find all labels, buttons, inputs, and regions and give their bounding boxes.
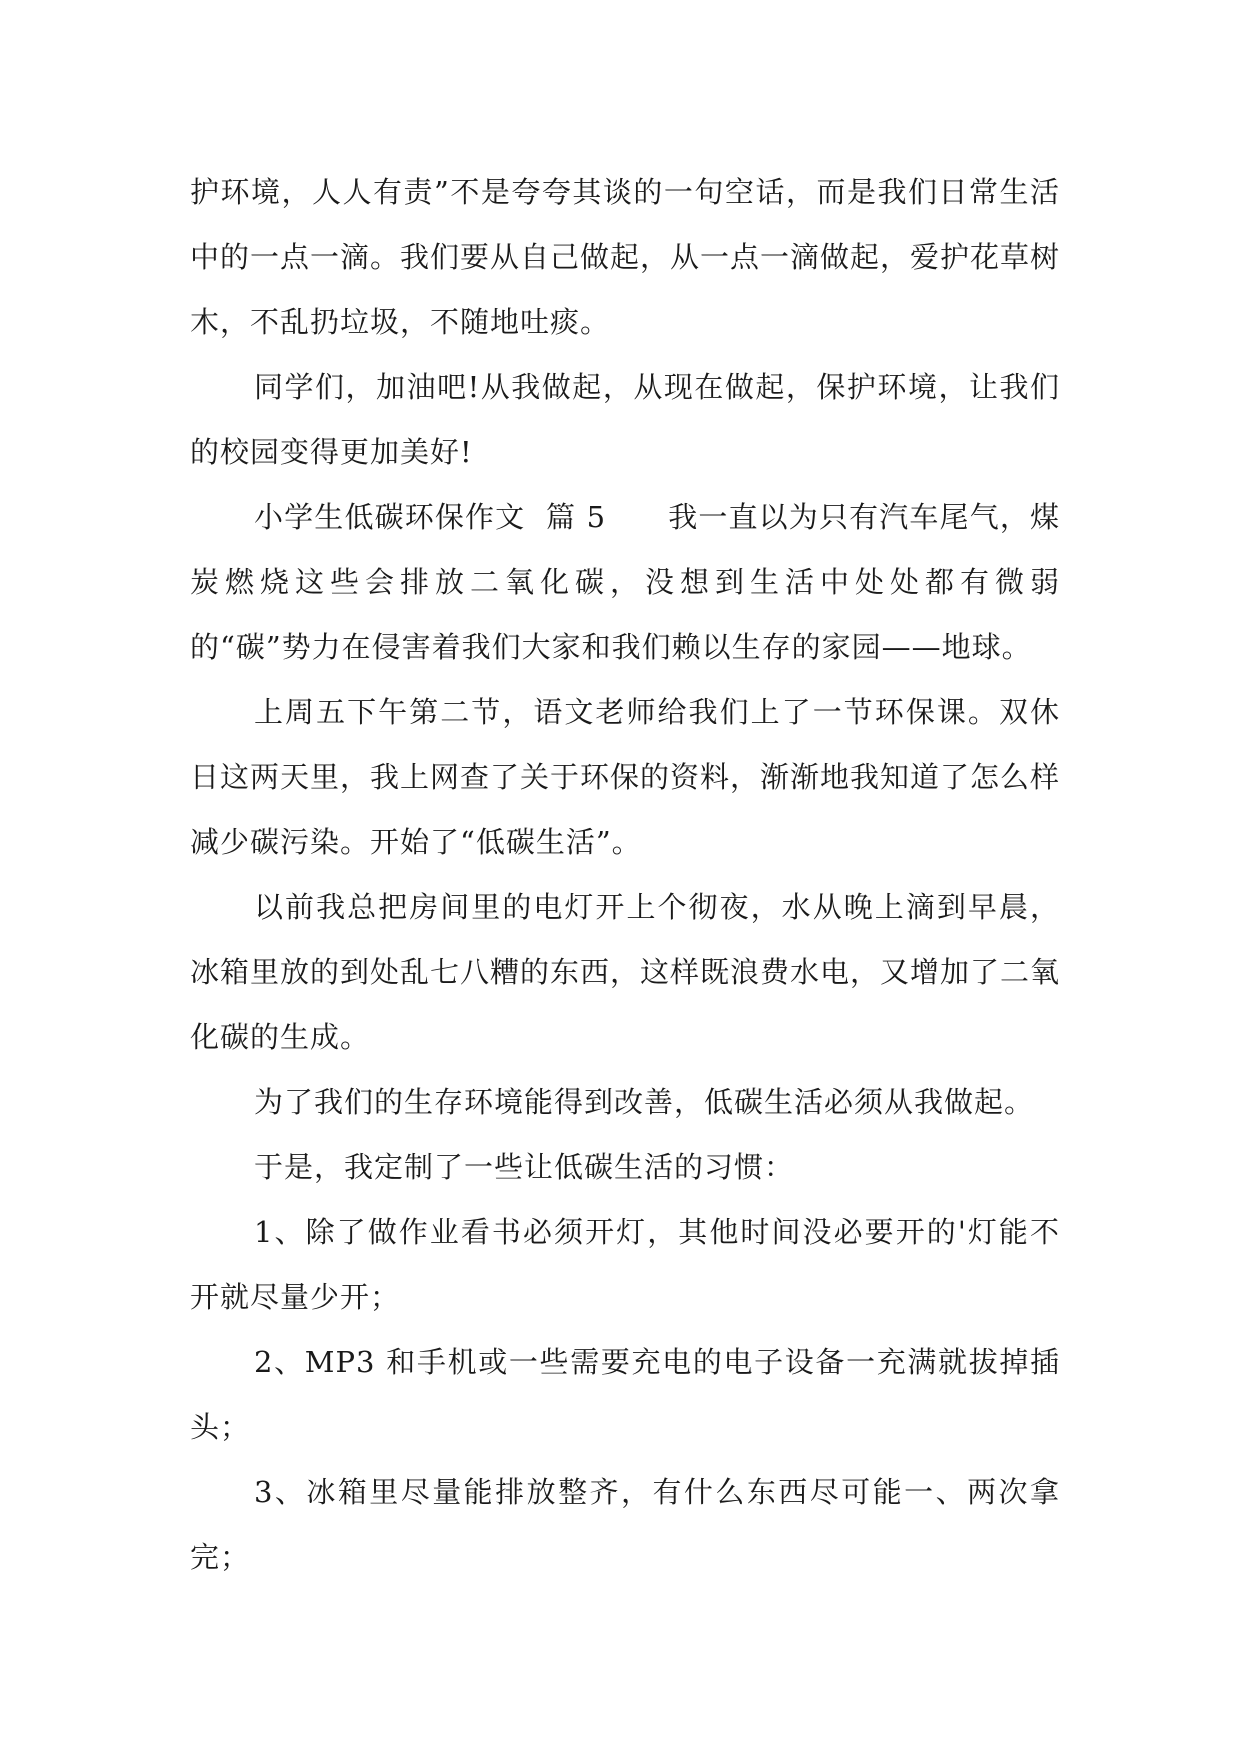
paragraph-7: 于是，我定制了一些让低碳生活的习惯： [254, 1150, 795, 1184]
paragraph-8: 1、除了做作业看书必须开灯，其他时间没必要开的'灯能不开就尽量少开； [190, 1215, 1060, 1314]
paragraph-4: 上周五下午第二节，语文老师给我们上了一节环保课。双休日这两天里，我上网查了关于环保的资料，渐渐地我知道了怎么样减少碳污染。开始了“低碳生活”。 [190, 695, 1061, 859]
paragraph-2: 同学们，加油吧!从我做起，从现在做起，保护环境，让我们的校园变得更加美好! [190, 370, 1060, 469]
paragraph-10: 3、冰箱里尽量能排放整齐，有什么东西尽可能一、两次拿完； [190, 1475, 1060, 1574]
paragraph-1: 护环境，人人有责”不是夸夸其谈的一句空话，而是我们日常生活中的一点一滴。我们要从自己做起，从一点一滴做起，爱护花草树木，不乱扔垃圾，不随地吐痰。 [190, 175, 1061, 339]
paragraph-3: 小学生低碳环保作文 篇 5 我一直以为只有汽车尾气，煤炭燃烧这些会排放二氧化碳，没想到生活中处处都有微弱的“碳”势力在侵害着我们大家和我们赖以生存的家园——地球。 [190, 500, 1060, 664]
paragraph-9: 2、MP3 和手机或一些需要充电的电子设备一充满就拔掉插头； [190, 1345, 1060, 1444]
document-body [190, 160, 1060, 1590]
paragraph-6: 为了我们的生存环境能得到改善，低碳生活必须从我做起。 [254, 1085, 1035, 1119]
paragraph-5: 以前我总把房间里的电灯开上个彻夜，水从晚上滴到早晨，冰箱里放的到处乱七八糟的东西，这样既浪费水电，又增加了二氧化碳的生成。 [190, 890, 1061, 1054]
